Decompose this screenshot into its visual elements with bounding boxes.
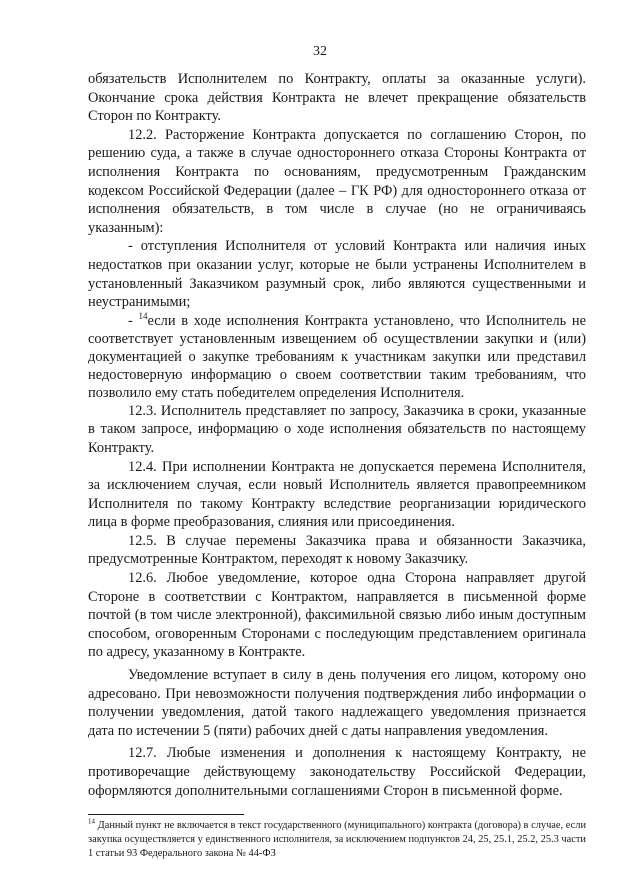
paragraph-12-6: 12.6. Любое уведомление, которое одна Сторона направляет другой Стороне в соответствии с Контрактом, направляется в письменной форме почтой (в том числе электронной), факсимильной связью либо иным доступным способом, оговоренным Сторонами с последующим представлением оригинала по адресу, указанному в Контракте. bbox=[88, 570, 586, 661]
paragraph-continuation: обязательств Исполнителем по Контракту, оплаты за оказанные услуги). Окончание срока действия Контракта не влечет прекращение обязательств Сторон по Контракту. bbox=[88, 71, 586, 125]
paragraph-12-5: 12.5. В случае перемены Заказчика права и обязанности Заказчика, предусмотренные Контрактом, переходят к новому Заказчику. bbox=[88, 532, 586, 568]
paragraph-notice-effect: Уведомление вступает в силу в день получения его лицом, которому оно адресовано. При невозможности получения подтверждения либо информации о получении уведомления, датой такого надлежащего уведомления признается дата по истечении 5 (пяти) рабочих дней с даты направления уведомления. bbox=[88, 667, 586, 739]
paragraph-12-4: 12.4. При исполнении Контракта не допускается перемена Исполнителя, за исключением случая, если новый Исполнитель является правопреемником Исполнителя по такому Контракту вследствие реорганизации юридического лица в форме преобразования, слияния или присоединения. bbox=[88, 458, 586, 531]
footnote-separator bbox=[88, 814, 244, 815]
paragraph-12-2: 12.2. Расторжение Контракта допускается по соглашению Сторон, по решению суда, а также в случае одностороннего отказа Стороны Контракта от исполнения Контракта по основаниям, предусмотренным Гражданским кодексом Российской Федерации (далее – ГК РФ) для одностороннего отказа от исполнения обязательств, в том числе в случае (но не ограничиваясь указанным): bbox=[88, 126, 586, 236]
contract-body bbox=[88, 70, 586, 800]
paragraph-12-7: 12.7. Любые изменения и дополнения к настоящему Контракту, не противоречащие действующему законодательству Российской Федерации, оформляются дополнительными соглашениями Сторон в письменной форме. bbox=[88, 745, 586, 799]
list-item-noncompliance-text: если в ходе исполнения Контракта установлено, что Исполнитель не соответствует установленным извещением об осуществлении закупки и (или) документацией о закупке требованиям к участникам закупки или представил недостоверную информацию о своем соответствии таким требованиям, что позволило ему стать победителем определения Исполнителя. bbox=[88, 312, 587, 401]
footnote-text: Данный пункт не включается в текст государственного (муниципального) контракта (договора) в случае, если закупка осуществляется у единственного исполнителя, за исключением подпунктов 24, 25, 25.1, 25.2, 25.3 части 1 статьи 93 Федерального закона № 44-ФЗ bbox=[88, 820, 586, 859]
bullet-prefix: - bbox=[128, 312, 139, 329]
footnote bbox=[88, 819, 586, 861]
footnote-reference[interactable]: 14 bbox=[138, 310, 148, 321]
footnote-marker: 14 bbox=[88, 817, 95, 826]
list-item-deviation: - отступления Исполнителя от условий Контракта или наличия иных недостатков при оказании услуг, которые не были устранены Исполнителем в установленный Заказчиком разумный срок, либо являются существенными и неустранимыми; bbox=[88, 238, 586, 311]
list-item-noncompliance bbox=[88, 312, 586, 402]
page-number: 32 bbox=[313, 44, 327, 59]
paragraph-12-3: 12.3. Исполнитель представляет по запросу, Заказчика в сроки, указанные в таком запросе, информацию о ходе исполнения обязательств по настоящему Контракту. bbox=[88, 402, 586, 456]
